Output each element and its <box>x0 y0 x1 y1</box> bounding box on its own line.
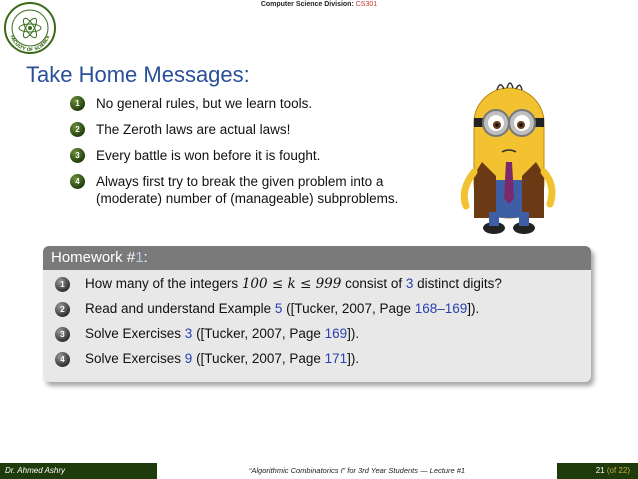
slide-header <box>0 0 638 10</box>
number-bullet-icon: 3 <box>55 327 70 342</box>
number-bullet-icon: 2 <box>70 122 85 137</box>
header-division: Computer Science Division: <box>260 1 354 8</box>
footer-author: Dr. Ahmed Ashry <box>0 463 157 479</box>
footer-page-number: 21 (of 22) <box>557 463 638 479</box>
slide-title: Take Home Messages: <box>26 62 250 87</box>
messages-list <box>70 95 430 216</box>
homework-item: 4 Solve Exercises 9 ([Tucker, 2007, Page 171]). <box>55 351 591 367</box>
list-item: 1 No general rules, but we learn tools. <box>70 95 430 112</box>
minion-icon <box>452 80 572 238</box>
number-bullet-icon: 2 <box>55 302 70 317</box>
number-bullet-icon: 1 <box>55 277 70 292</box>
homework-item: 2 Read and understand Example 5 ([Tucker, 2007, Page 168–169]). <box>55 301 591 317</box>
list-item: 2 The Zeroth laws are actual laws! <box>70 121 430 138</box>
homework-header: Homework #1: <box>43 246 591 270</box>
header-course-code: CS301 <box>355 1 378 8</box>
faculty-logo <box>3 1 57 55</box>
homework-item: 3 Solve Exercises 3 ([Tucker, 2007, Page 169]). <box>55 326 591 342</box>
homework-item: 1 How many of the integers 100 ≤ k ≤ 999 consist of 3 distinct digits? <box>55 276 591 292</box>
seal-icon <box>3 1 57 55</box>
minion-illustration <box>452 80 572 238</box>
number-bullet-icon: 4 <box>70 174 85 189</box>
footer-course-title: “Algorithmic Combinatorics I” for 3rd Year Students — Lecture #1 <box>157 463 557 479</box>
homework-list <box>43 270 591 367</box>
svg-text:FACULTY OF SCIENCE: FACULTY OF SCIENCE <box>8 34 52 54</box>
list-item: 3 Every battle is won before it is fought. <box>70 147 430 164</box>
slide-footer <box>0 463 638 479</box>
number-bullet-icon: 1 <box>70 96 85 111</box>
homework-box <box>43 246 591 382</box>
number-bullet-icon: 3 <box>70 148 85 163</box>
header-text <box>0 1 638 8</box>
list-item: 4 Always first try to break the given problem into a (moderate) number of (manageable) subproblems. <box>70 173 416 207</box>
number-bullet-icon: 4 <box>55 352 70 367</box>
